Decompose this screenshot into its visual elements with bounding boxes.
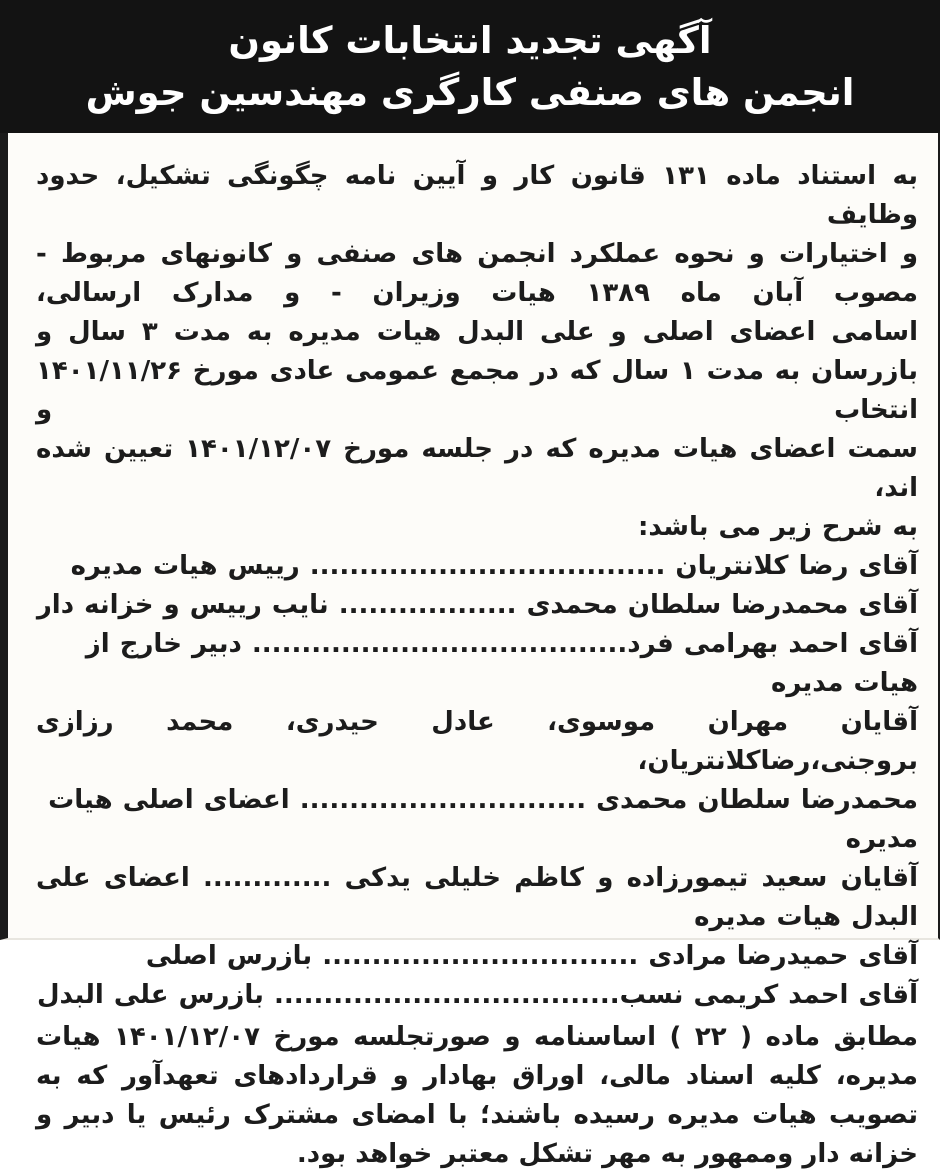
principal-members-line-2: محمدرضا سلطان محمدی ............................. اعضای اصلی هیات مدیره bbox=[48, 785, 918, 854]
intro-paragraph bbox=[36, 157, 918, 547]
title-line-2: انجمن های صنفی کارگری مهندسین جوش bbox=[85, 70, 855, 114]
alternate-inspector-line: آقای احمد کریمی نسب................................... بازرس علی البدل bbox=[36, 980, 918, 1010]
chairman-line: آقای رضا کلانتریان .................................... رییس هیات مدیره bbox=[70, 551, 918, 581]
intro-line-7: به شرح زیر می باشد: bbox=[637, 512, 918, 542]
alternate-members-line-1: آقایان سعید تیمورزاده و کاظم خلیلی یدکی ............. اعضای علی bbox=[36, 863, 918, 893]
inspector-line: آقای حمیدرضا مرادی ................................ بازرس اصلی bbox=[145, 941, 918, 971]
intro-line-1: به استناد ماده ۱۳۱ قانون کار و آیین نامه چگونگی تشکیل، حدود وظایف bbox=[36, 161, 918, 230]
closing-line-1: مطابق ماده ( ۲۲ ) اساسنامه و صورتجلسه مورخ ۱۴۰۱/۱۲/۰۷ هیات bbox=[36, 1022, 918, 1052]
intro-line-2: و اختیارات و نحوه عملکرد انجمن های صنفی و کانونهای مربوط - bbox=[36, 239, 918, 269]
vice-chairman-line: آقای محمدرضا سلطان محمدی .................. نایب رییس و خزانه دار bbox=[36, 590, 918, 620]
announcement-body bbox=[0, 133, 940, 1169]
signature-authority-paragraph bbox=[36, 1018, 918, 1174]
closing-line-2: مدیره، کلیه اسناد مالی، اوراق بهادار و قراردادهای تعهدآور که به bbox=[36, 1061, 918, 1091]
intro-line-5: بازرسان به مدت ۱ سال که در مجمع عمومی عادی مورخ ۱۴۰۱/۱۱/۲۶ انتخاب و bbox=[36, 356, 918, 425]
principal-members-line-1: آقایان مهران موسوی، عادل حیدری، محمد رزازی بروجنی،رضاکلانتریان، bbox=[36, 707, 918, 776]
intro-line-6: سمت اعضای هیات مدیره که در جلسه مورخ ۱۴۰۱/۱۲/۰۷ تعیین شده اند، bbox=[36, 434, 918, 503]
intro-line-4: اسامی اعضای اصلی و علی البدل هیات مدیره به مدت ۳ سال و bbox=[36, 317, 918, 347]
title-line-1: آگهی تجدید انتخابات کانون bbox=[228, 18, 712, 62]
board-members-list bbox=[36, 547, 918, 1015]
alternate-members-line-2: البدل هیات مدیره bbox=[694, 902, 918, 932]
closing-line-3: تصویب هیات مدیره رسیده باشند؛ با امضای مشترک رئیس یا دبیر و bbox=[36, 1100, 918, 1130]
secretary-line: آقای احمد بهرامی فرد...................................... دبیر خارج از هیات مدیره bbox=[85, 629, 918, 698]
announcement-title-banner bbox=[0, 0, 940, 133]
intro-line-3: مصوب آبان ماه ۱۳۸۹ هیات وزیران - و مدارک ارسالی، bbox=[36, 278, 918, 308]
closing-line-4: خزانه دار وممهور به مهر تشکل معتبر خواهد بود. bbox=[296, 1139, 918, 1169]
